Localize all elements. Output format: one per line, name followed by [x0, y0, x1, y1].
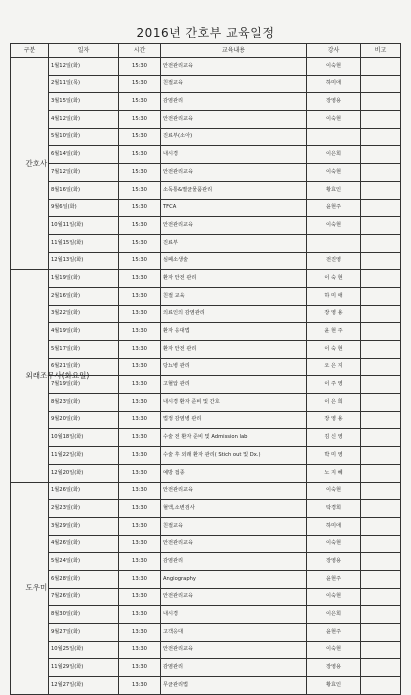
cell-time: 15:30 [119, 199, 161, 217]
header-time: 시간 [119, 44, 161, 58]
table-row [11, 305, 401, 323]
cell-remarks [361, 128, 401, 146]
cell-time: 13:30 [119, 394, 161, 412]
cell-time: 13:30 [119, 588, 161, 606]
table-row [11, 500, 401, 518]
cell-remarks [361, 58, 401, 76]
group-label-text: 외래조무사(화요일) [25, 370, 90, 380]
cell-instructor: 이숙현 [307, 111, 361, 129]
cell-date: 11월29일(화) [49, 659, 119, 677]
cell-instructor: 하미애 [307, 517, 361, 535]
cell-instructor: 탁경희 [307, 500, 361, 518]
cell-remarks [361, 606, 401, 624]
cell-date: 6월28일(화) [49, 570, 119, 588]
header-row [11, 44, 401, 58]
cell-instructor: 이숙현 [307, 588, 361, 606]
cell-remarks [361, 376, 401, 394]
cell-remarks [361, 217, 401, 235]
cell-time: 15:30 [119, 146, 161, 164]
cell-time: 15:30 [119, 252, 161, 270]
cell-time: 13:30 [119, 447, 161, 465]
cell-instructor: 이 숙 현 [307, 270, 361, 288]
table-row [11, 164, 401, 182]
table-row [11, 234, 401, 252]
table-row [11, 517, 401, 535]
cell-remarks [361, 641, 401, 659]
cell-date: 1월26일(화) [49, 482, 119, 500]
cell-instructor: 윤현주 [307, 199, 361, 217]
cell-date: 7월19일(화) [49, 376, 119, 394]
cell-remarks [361, 323, 401, 341]
cell-remarks [361, 287, 401, 305]
cell-content: 수술 후 외래 환자 관리( Stich out 및 Dx.) [161, 447, 307, 465]
schedule-table [10, 43, 401, 695]
cell-date: 6월14일(화) [49, 146, 119, 164]
cell-content: 친절 교육 [161, 287, 307, 305]
table-row [11, 553, 401, 571]
cell-date: 12월13일(화) [49, 252, 119, 270]
cell-date: 8월30일(화) [49, 606, 119, 624]
cell-time: 13:30 [119, 500, 161, 518]
cell-instructor: 이 숙 현 [307, 341, 361, 359]
cell-content: 소독통&멸균물품관리 [161, 181, 307, 199]
cell-remarks [361, 570, 401, 588]
cell-remarks [361, 199, 401, 217]
cell-time: 13:30 [119, 341, 161, 359]
cell-date: 9월20일(화) [49, 411, 119, 429]
cell-time: 15:30 [119, 75, 161, 93]
cell-date: 5월10일(화) [49, 128, 119, 146]
cell-content: 환자 안전 관리 [161, 270, 307, 288]
table-row [11, 128, 401, 146]
cell-remarks [361, 305, 401, 323]
cell-date: 12월27일(화) [49, 677, 119, 695]
cell-content: 심폐소생술 [161, 252, 307, 270]
cell-instructor: 하미애 [307, 75, 361, 93]
cell-content: 환자 응대법 [161, 323, 307, 341]
cell-instructor: 윤현주 [307, 570, 361, 588]
table-row [11, 677, 401, 695]
group-label-text: 도우미 [25, 583, 48, 593]
cell-remarks [361, 677, 401, 695]
cell-content: 안전관리교육 [161, 217, 307, 235]
group-label [11, 482, 49, 694]
table-row [11, 75, 401, 93]
cell-instructor: 장 영 용 [307, 305, 361, 323]
cell-time: 13:30 [119, 287, 161, 305]
cell-time: 15:30 [119, 111, 161, 129]
cell-date: 12월20일(화) [49, 464, 119, 482]
table-row [11, 111, 401, 129]
header-content: 교육내용 [161, 44, 307, 58]
cell-time: 13:30 [119, 517, 161, 535]
cell-content: 안전관리교육 [161, 588, 307, 606]
cell-date: 3월29일(화) [49, 517, 119, 535]
cell-instructor: 장 영 용 [307, 411, 361, 429]
cell-date: 9월6일(화) [49, 199, 119, 217]
table-row [11, 411, 401, 429]
cell-instructor: 이숙현 [307, 217, 361, 235]
cell-time: 13:30 [119, 535, 161, 553]
cell-time: 15:30 [119, 217, 161, 235]
cell-date: 5월17일(화) [49, 341, 119, 359]
table-row [11, 93, 401, 111]
cell-date: 9월27일(화) [49, 624, 119, 642]
table-row [11, 217, 401, 235]
header-date: 일자 [49, 44, 119, 58]
cell-instructor: 장영용 [307, 553, 361, 571]
cell-remarks [361, 75, 401, 93]
schedule-body [11, 58, 401, 695]
cell-remarks [361, 93, 401, 111]
cell-content: 안전관리교육 [161, 641, 307, 659]
cell-date: 3월15일(화) [49, 93, 119, 111]
cell-instructor: 이은희 [307, 146, 361, 164]
cell-remarks [361, 429, 401, 447]
cell-remarks [361, 588, 401, 606]
cell-content: 고혈압 관리 [161, 376, 307, 394]
cell-time: 15:30 [119, 181, 161, 199]
cell-date: 4월12일(화) [49, 111, 119, 129]
cell-date: 10월18일(화) [49, 429, 119, 447]
cell-time: 13:30 [119, 659, 161, 677]
cell-instructor: 윤현주 [307, 624, 361, 642]
cell-time: 13:30 [119, 641, 161, 659]
cell-instructor: 이숙현 [307, 58, 361, 76]
cell-date: 4월19일(화) [49, 323, 119, 341]
cell-remarks [361, 535, 401, 553]
cell-time: 13:30 [119, 624, 161, 642]
table-row [11, 181, 401, 199]
cell-content: 수술 전 환자 준비 및 Admission lab [161, 429, 307, 447]
cell-date: 7월12일(화) [49, 164, 119, 182]
table-row [11, 341, 401, 359]
cell-time: 13:30 [119, 376, 161, 394]
cell-date: 1월12일(화) [49, 58, 119, 76]
cell-content: 안전관리교육 [161, 164, 307, 182]
cell-instructor: 이은희 [307, 606, 361, 624]
table-row [11, 252, 401, 270]
cell-time: 15:30 [119, 93, 161, 111]
cell-content: 내시경 [161, 146, 307, 164]
cell-date: 5월24일(화) [49, 553, 119, 571]
cell-content: 진료부 [161, 234, 307, 252]
table-row [11, 429, 401, 447]
cell-date: 4월26일(화) [49, 535, 119, 553]
cell-content: 무균관리법 [161, 677, 307, 695]
cell-content: 안전관리교육 [161, 535, 307, 553]
cell-time: 13:30 [119, 305, 161, 323]
cell-instructor: 이 주 영 [307, 376, 361, 394]
cell-remarks [361, 464, 401, 482]
cell-content: 혈액,소변검사 [161, 500, 307, 518]
cell-content: 고객응대 [161, 624, 307, 642]
cell-remarks [361, 394, 401, 412]
cell-time: 15:30 [119, 164, 161, 182]
cell-date: 8월16일(화) [49, 181, 119, 199]
cell-instructor: 황효인 [307, 181, 361, 199]
table-row [11, 323, 401, 341]
cell-content: 내시경 환자 준비 및 간호 [161, 394, 307, 412]
cell-remarks [361, 482, 401, 500]
cell-content: 친절교육 [161, 75, 307, 93]
table-row [11, 58, 401, 76]
cell-instructor: 노 지 혜 [307, 464, 361, 482]
cell-time: 13:30 [119, 411, 161, 429]
cell-remarks [361, 164, 401, 182]
cell-time: 13:30 [119, 570, 161, 588]
cell-content: 예방 접종 [161, 464, 307, 482]
cell-date: 11월15일(화) [49, 234, 119, 252]
cell-date: 8월23일(화) [49, 394, 119, 412]
cell-time: 13:30 [119, 606, 161, 624]
cell-content: 안전관리교육 [161, 111, 307, 129]
cell-remarks [361, 500, 401, 518]
cell-remarks [361, 553, 401, 571]
group-label-text: 간호사 [25, 158, 48, 168]
cell-time: 13:30 [119, 323, 161, 341]
cell-time: 13:30 [119, 358, 161, 376]
cell-time: 13:30 [119, 464, 161, 482]
cell-remarks [361, 270, 401, 288]
group-label [11, 58, 49, 270]
cell-time: 13:30 [119, 553, 161, 571]
cell-remarks [361, 411, 401, 429]
cell-remarks [361, 659, 401, 677]
table-row [11, 641, 401, 659]
table-row [11, 482, 401, 500]
cell-content: 감염관리 [161, 93, 307, 111]
cell-remarks [361, 358, 401, 376]
cell-instructor: 장영용 [307, 93, 361, 111]
table-row [11, 464, 401, 482]
cell-date: 3월22일(화) [49, 305, 119, 323]
cell-content: 감염관리 [161, 553, 307, 571]
cell-instructor: 박 미 영 [307, 447, 361, 465]
cell-date: 2월11일(목) [49, 75, 119, 93]
table-row [11, 659, 401, 677]
table-row [11, 394, 401, 412]
header-instructor: 강사 [307, 44, 361, 58]
cell-instructor: 이 은 희 [307, 394, 361, 412]
cell-remarks [361, 146, 401, 164]
cell-date: 10월25일(화) [49, 641, 119, 659]
cell-remarks [361, 624, 401, 642]
cell-date: 10월11일(화) [49, 217, 119, 235]
page-title: 2016년 간호부 교육일정 [136, 26, 275, 40]
header-category: 구분 [11, 44, 49, 58]
cell-remarks [361, 111, 401, 129]
cell-instructor: 이숙현 [307, 164, 361, 182]
cell-content: 환자 안전 관리 [161, 341, 307, 359]
cell-content: 진료부(소아) [161, 128, 307, 146]
cell-remarks [361, 252, 401, 270]
cell-content: 법정 감염병 관리 [161, 411, 307, 429]
cell-instructor [307, 234, 361, 252]
table-row [11, 606, 401, 624]
cell-content: 당뇨병 관리 [161, 358, 307, 376]
cell-remarks [361, 181, 401, 199]
cell-content: 친절교육 [161, 517, 307, 535]
table-row [11, 624, 401, 642]
cell-content: 안전관리교육 [161, 58, 307, 76]
cell-remarks [361, 341, 401, 359]
cell-content: 안전관리교육 [161, 482, 307, 500]
cell-instructor: 이숙현 [307, 482, 361, 500]
table-row [11, 570, 401, 588]
table-row [11, 588, 401, 606]
cell-instructor [307, 128, 361, 146]
cell-instructor: 윤 현 주 [307, 323, 361, 341]
cell-content: Angiography [161, 570, 307, 588]
cell-content: 의료인의 감염관리 [161, 305, 307, 323]
table-row [11, 535, 401, 553]
cell-content: TFCA [161, 199, 307, 217]
cell-date: 2월16일(화) [49, 287, 119, 305]
table-row [11, 146, 401, 164]
cell-remarks [361, 517, 401, 535]
cell-instructor: 이숙현 [307, 641, 361, 659]
cell-content: 내시경 [161, 606, 307, 624]
cell-time: 15:30 [119, 234, 161, 252]
cell-date: 2월23일(화) [49, 500, 119, 518]
cell-date: 7월26일(화) [49, 588, 119, 606]
cell-instructor: 김 신 영 [307, 429, 361, 447]
table-row [11, 199, 401, 217]
cell-time: 13:30 [119, 270, 161, 288]
cell-date: 11월22일(화) [49, 447, 119, 465]
cell-instructor: 오 은 지 [307, 358, 361, 376]
cell-instructor: 전진영 [307, 252, 361, 270]
cell-remarks [361, 447, 401, 465]
table-row [11, 270, 401, 288]
cell-time: 15:30 [119, 58, 161, 76]
table-row [11, 447, 401, 465]
cell-date: 6월21일(화) [49, 358, 119, 376]
cell-remarks [361, 234, 401, 252]
cell-instructor: 하 미 애 [307, 287, 361, 305]
header-remarks: 비고 [361, 44, 401, 58]
cell-time: 13:30 [119, 429, 161, 447]
cell-time: 13:30 [119, 482, 161, 500]
cell-time: 15:30 [119, 128, 161, 146]
cell-instructor: 장영용 [307, 659, 361, 677]
cell-date: 1월19일(화) [49, 270, 119, 288]
cell-time: 13:30 [119, 677, 161, 695]
cell-content: 감염관리 [161, 659, 307, 677]
cell-instructor: 이숙현 [307, 535, 361, 553]
table-row [11, 287, 401, 305]
cell-instructor: 황효인 [307, 677, 361, 695]
